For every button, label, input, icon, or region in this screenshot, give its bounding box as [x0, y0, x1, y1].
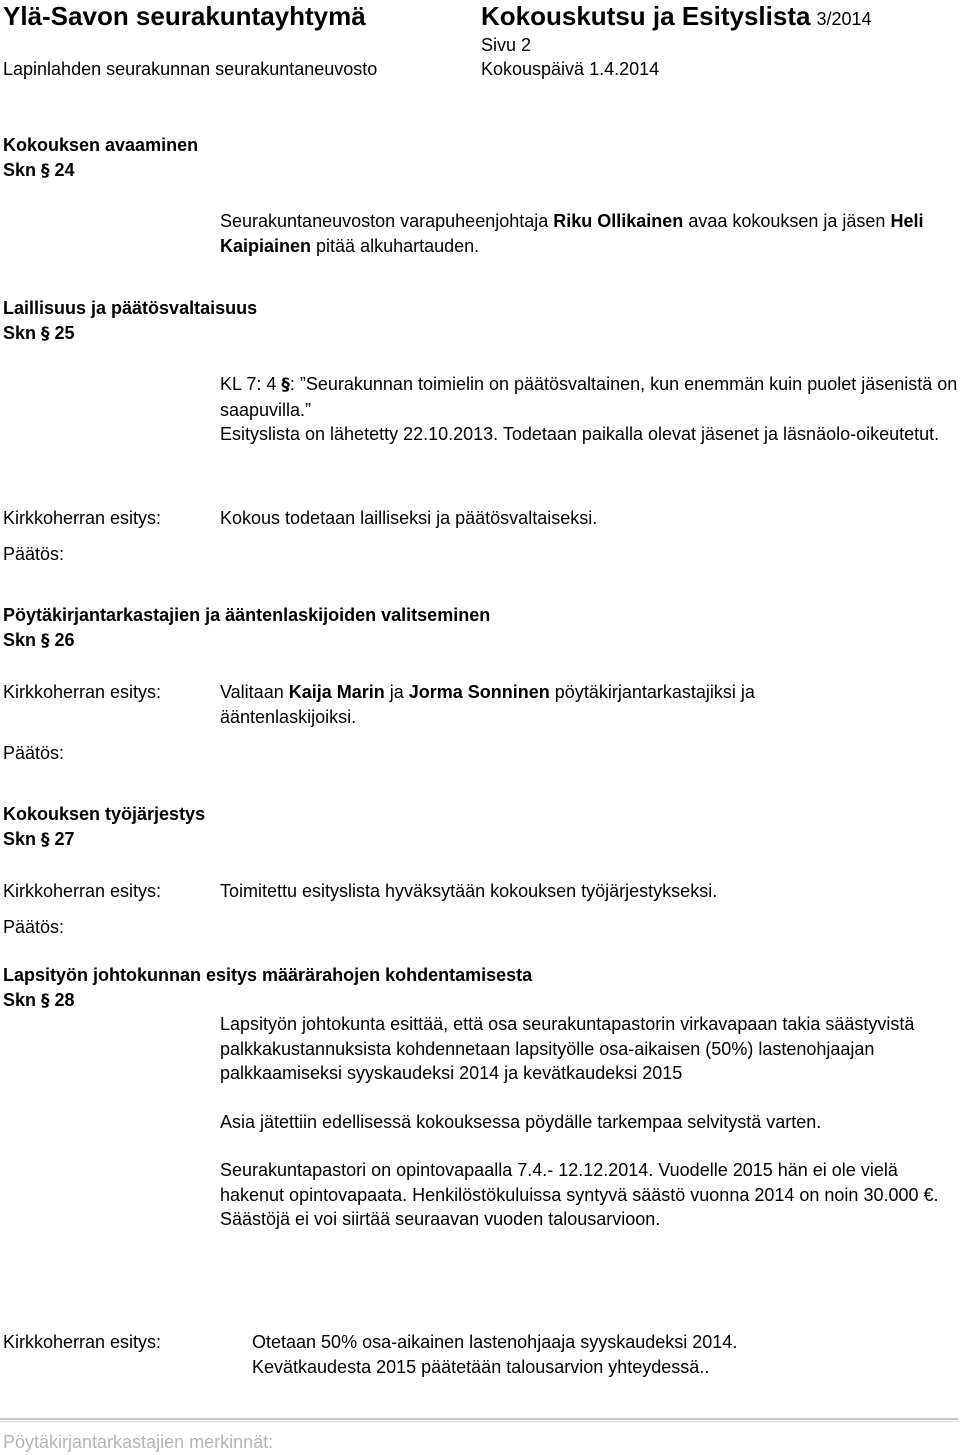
- footer-label: Pöytäkirjantarkastajien merkinnät:: [3, 1432, 274, 1452]
- item-28-paragraph-2: Asia jätettiin edellisessä kokouksessa pöydälle tarkempaa selvitystä varten.: [220, 1112, 822, 1132]
- skn-label: Skn: [3, 323, 37, 343]
- section-mark: §: [41, 631, 50, 651]
- section-mark: §: [41, 324, 50, 344]
- person-name: Heli Kaipiainen: [220, 211, 924, 256]
- item-27-title: Kokouksen työjärjestys: [3, 804, 206, 824]
- item-28-proposal: Otetaan 50% osa-aikainen lastenohjaaja syyskaudeksi 2014. Kevätkaudesta 2015 päätetään talousarvion yhteydessä..: [252, 1332, 738, 1377]
- person-name: Riku Ollikainen: [553, 211, 684, 231]
- item-26-proposal: [220, 680, 870, 729]
- person-name: Jorma Sonninen: [408, 682, 550, 702]
- item-27-section: [3, 827, 75, 853]
- decision-label: Päätös:: [3, 743, 65, 763]
- text-run: pitää alkuhartauden.: [311, 235, 480, 256]
- skn-label: Skn: [3, 630, 37, 650]
- text-run: KL 7: 4: [220, 374, 282, 394]
- decision-label: Päätös:: [3, 544, 65, 564]
- document-title: [481, 1, 872, 34]
- text-run: pöytäkirjantarkastajiksi ja ääntenlaskijoiksi.: [220, 682, 755, 727]
- item-28-paragraph-1: Lapsityön johtokunta esittää, että osa seurakuntapastorin virkavapaan takia säästyvistä palkkakustannuksista kohdennetaan lapsityölle osa-aikaisen (50%) lastenohjaajan palkkaamiseksi syyskaudeksi 2014 ja kevätkaudeksi 2015: [220, 1014, 915, 1083]
- item-28-section: [3, 988, 75, 1014]
- document-number: 3/2014: [816, 9, 872, 29]
- text-run: avaa kokouksen ja jäsen: [683, 211, 891, 231]
- item-24-title: Kokouksen avaaminen: [3, 135, 199, 155]
- text-run: Valitaan: [220, 682, 289, 702]
- item-26-title: Pöytäkirjantarkastajien ja ääntenlaskijoiden valitseminen: [3, 605, 491, 625]
- item-25-section: [3, 321, 75, 347]
- item-28-title: Lapsityön johtokunnan esitys määrärahojen kohdentamisesta: [3, 965, 533, 985]
- item-24-body: [220, 209, 960, 258]
- section-mark: §: [41, 161, 50, 181]
- proposal-label: Kirkkoherran esitys:: [3, 682, 162, 702]
- text-run: Esityslista on lähetetty 22.10.2013. Todetaan paikalla olevat jäsenet ja läsnäolo-oikeutetut.: [220, 424, 940, 444]
- item-25-body: [220, 372, 960, 447]
- item-25-number: 25: [54, 323, 75, 343]
- person-name: Kaija Marin: [288, 682, 385, 702]
- item-24-section: [3, 158, 75, 184]
- section-mark: §: [281, 375, 290, 395]
- page-number: Sivu 2: [481, 35, 532, 55]
- meeting-date: Kokouspäivä 1.4.2014: [481, 59, 660, 79]
- item-25-title: Laillisuus ja päätösvaltaisuus: [3, 298, 258, 318]
- section-mark: §: [41, 830, 50, 850]
- section-mark: §: [41, 991, 50, 1011]
- organization-title: Ylä-Savon seurakuntayhtymä: [3, 1, 366, 31]
- decision-label: Päätös:: [3, 917, 65, 937]
- skn-label: Skn: [3, 160, 37, 180]
- footer-divider-shadow: [0, 1421, 958, 1422]
- item-28-number: 28: [54, 990, 75, 1010]
- footer-divider: [0, 1418, 958, 1420]
- skn-label: Skn: [3, 829, 37, 849]
- skn-label: Skn: [3, 990, 37, 1010]
- proposal-label: Kirkkoherran esitys:: [3, 508, 162, 528]
- item-28-paragraph-3: Seurakuntapastori on opintovapaalla 7.4.- 12.12.2014. Vuodelle 2015 hän ei ole vielä hakenut opintovapaata. Henkilöstökuluissa syntyvä säästö vuonna 2014 on noin 30.000 €. Säästöjä ei voi siirtää seuraavan vuoden talousarvioon.: [220, 1160, 939, 1229]
- item-26-number: 26: [54, 630, 75, 650]
- proposal-label: Kirkkoherran esitys:: [3, 1332, 162, 1352]
- item-24-number: 24: [54, 160, 75, 180]
- item-27-number: 27: [54, 829, 75, 849]
- item-25-proposal: Kokous todetaan lailliseksi ja päätösvaltaiseksi.: [220, 508, 598, 528]
- text-run: : ”Seurakunnan toimielin on päätösvaltainen, kun enemmän kuin puolet jäsenistä on saapuvilla.”: [220, 374, 958, 420]
- document-title-text: Kokouskutsu ja Esityslista: [481, 1, 811, 31]
- proposal-label: Kirkkoherran esitys:: [3, 881, 162, 901]
- organization-subtitle: Lapinlahden seurakunnan seurakuntaneuvosto: [3, 59, 378, 79]
- item-26-section: [3, 628, 75, 654]
- item-27-proposal: Toimitettu esityslista hyväksytään kokouksen työjärjestykseksi.: [220, 881, 718, 901]
- text-run: ja: [384, 682, 409, 702]
- text-run: Seurakuntaneuvoston varapuheenjohtaja: [220, 211, 554, 231]
